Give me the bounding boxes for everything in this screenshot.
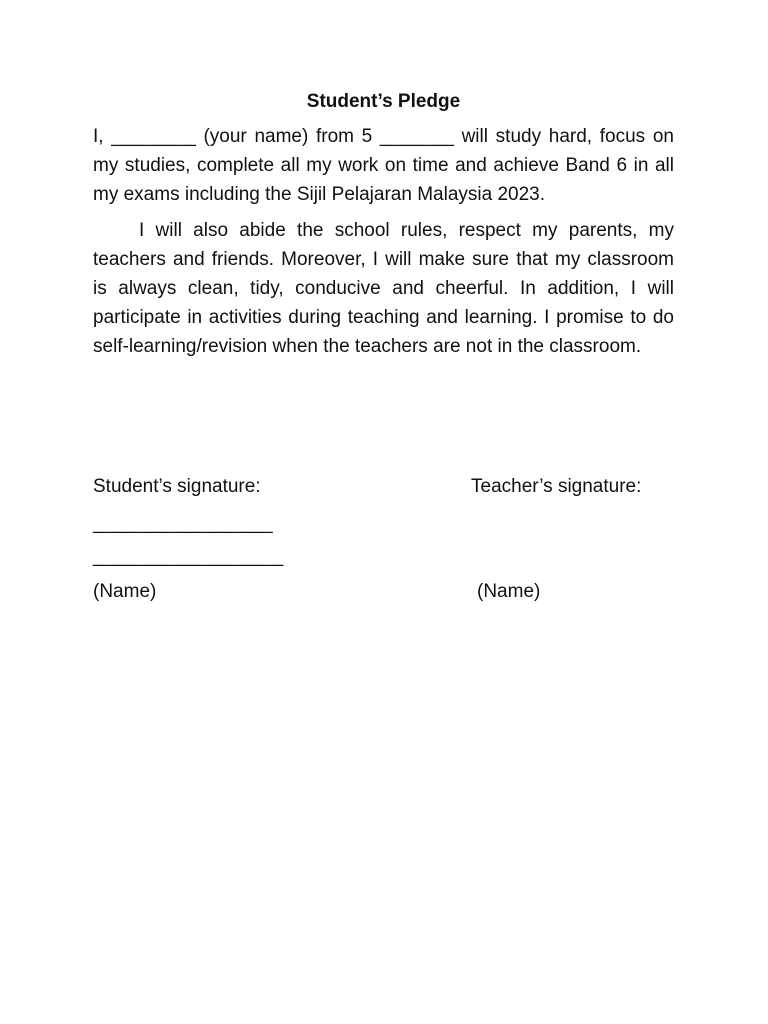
pledge-paragraph-2: I will also abide the school rules, respect my parents, my teachers and friends. Moreover, I will make sure that my classroom is always clean, tidy, conducive and cheerful. In addition, I will participate in activities during teaching and learning. I promise to do self-learning/revision when the teachers are not in the classroom. [93, 220, 674, 357]
pledge-paragraph-1: I, ________ (your name) from 5 _______ will study hard, focus on my studies, complete all my work on time and achieve Band 6 in all my exams including the Sijil Pelajaran Malaysia 2023. [93, 126, 674, 205]
pledge-document [93, 88, 674, 368]
signature-line-1: _________________ [93, 513, 273, 534]
document-title: Student’s Pledge [306, 91, 461, 112]
signature-line-2: __________________ [93, 546, 284, 567]
teacher-signature-label: Teacher’s signature: [471, 476, 642, 497]
student-signature-label: Student’s signature: [93, 476, 261, 497]
student-name-label: (Name) [93, 581, 157, 602]
teacher-name-label: (Name) [477, 581, 541, 602]
